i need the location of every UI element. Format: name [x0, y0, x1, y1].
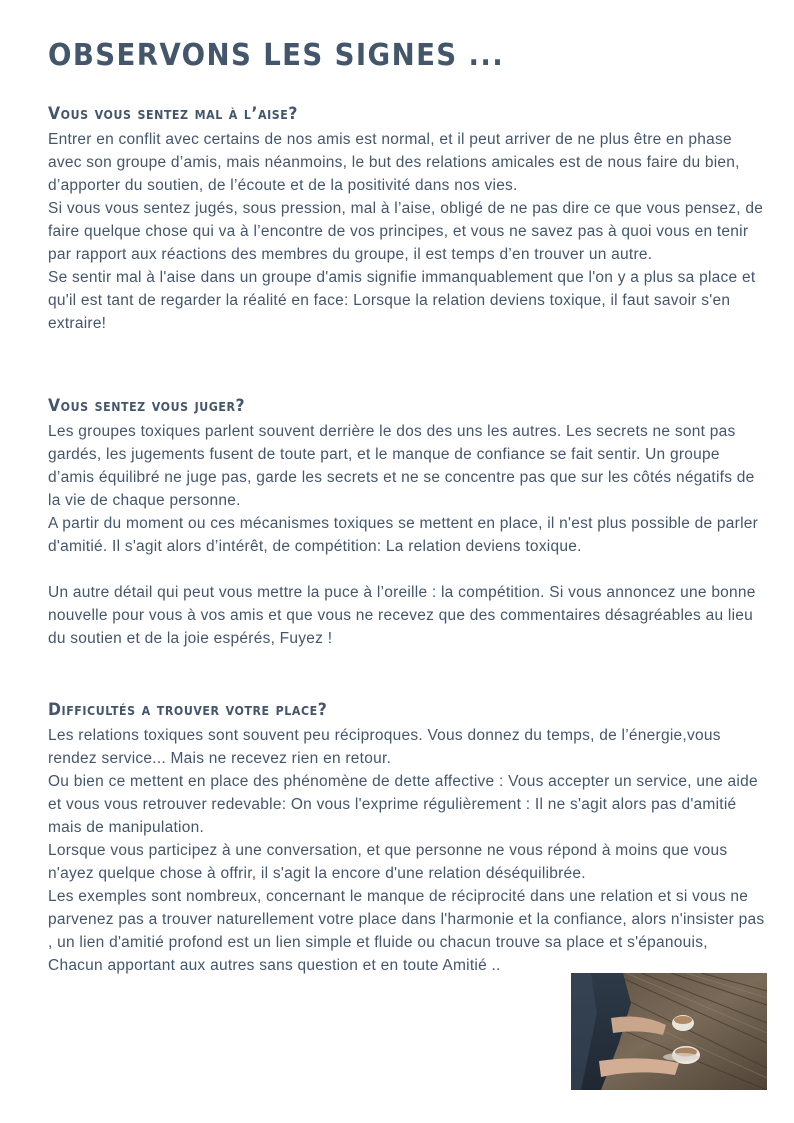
paragraph: Entrer en conflit avec certains de nos amis est normal, et il peut arriver de ne plus être en phase avec son groupe d’amis, mais néanmoins, le but des relations amicales est de nous faire du bien, d’apporter du soutien, de l’écoute et de la positivité dans nos vies. — [48, 131, 740, 194]
page-title: OBSERVONS LES SIGNES ... — [48, 38, 505, 73]
paragraph: Un autre détail qui peut vous mettre la puce à l’oreille : la compétition. Si vous annoncez une bonne nouvelle pour vous à vos amis et que vous ne recevez que des commentaires désagréables au lieu du soutien et de la joie espérés, Fuyez ! — [48, 584, 756, 647]
section-heading-trouver-place: Difficultés a trouver votre place? — [48, 700, 328, 720]
section-body-mal-a-l-aise — [48, 128, 766, 335]
section-heading-juger: Vous sentez vous juger? — [48, 396, 246, 416]
paragraph: Les exemples sont nombreux, concernant le manque de réciprocité dans une relation et si vous ne parvenez pas a trouver naturellement votre place dans l'harmonie et la confiance, alors n'insister pas , un lien d'amitié profond est un lien simple et fluide ou chacun trouve sa place et s'épanouis, — [48, 888, 765, 951]
paragraph: Si vous vous sentez jugés, sous pression, mal à l’aise, obligé de ne pas dire ce que vous pensez, de faire quelque chose qui va à l’encontre de vos principes, et vous ne savez pas à quoi vous en tenir par rapport aux réactions des membres du groupe, il est temps d’en trouver un autre. — [48, 200, 764, 263]
section-body-juger — [48, 420, 766, 650]
paragraph: Chacun apportant aux autres sans question et en toute Amitié .. — [48, 957, 501, 974]
paragraph: Lorsque vous participez à une conversation, et que personne ne vous répond à moins que vous n'ayez quelque chose à offrir, il s'agit la encore d'une relation déséquilibrée. — [48, 842, 728, 882]
paragraph: Les groupes toxiques parlent souvent derrière le dos des uns les autres. Les secrets ne sont pas gardés, les jugements fusent de toute part, et le manque de confiance se fait sentir. Un groupe d’amis équilibré ne juge pas, garde les secrets et ne se concentre pas que sur les côtés négatifs de la vie de chaque personne. — [48, 423, 755, 509]
section-heading-mal-a-l-aise: Vous vous sentez mal à l’aise? — [48, 104, 298, 124]
section-body-trouver-place — [48, 724, 766, 977]
paragraph: Les relations toxiques sont souvent peu réciproques. Vous donnez du temps, de l’énergie,vous rendez service... Mais ne recevez rien en retour. — [48, 727, 721, 767]
spacer — [48, 558, 766, 581]
paragraph: Ou bien ce mettent en place des phénomène de dette affective : Vous accepter un service, une aide et vous vous retrouver redevable: On vous l'exprime régulièrement : Il ne s'agit alors pas d'amitié mais de manipulation. — [48, 773, 758, 836]
paragraph: A partir du moment ou ces mécanismes toxiques se mettent en place, il n'est plus possible de parler d'amitié. Il s'agit alors d’intérêt, de compétition: La relation deviens toxique. — [48, 515, 759, 555]
photo-friends-table-coffee — [571, 973, 767, 1090]
paragraph: Se sentir mal à l'aise dans un groupe d'amis signifie immanquablement que l'on y a plus sa place et qu'il est tant de regarder la réalité en face: Lorsque la relation deviens toxique, il faut savoir s'en extraire! — [48, 269, 756, 332]
